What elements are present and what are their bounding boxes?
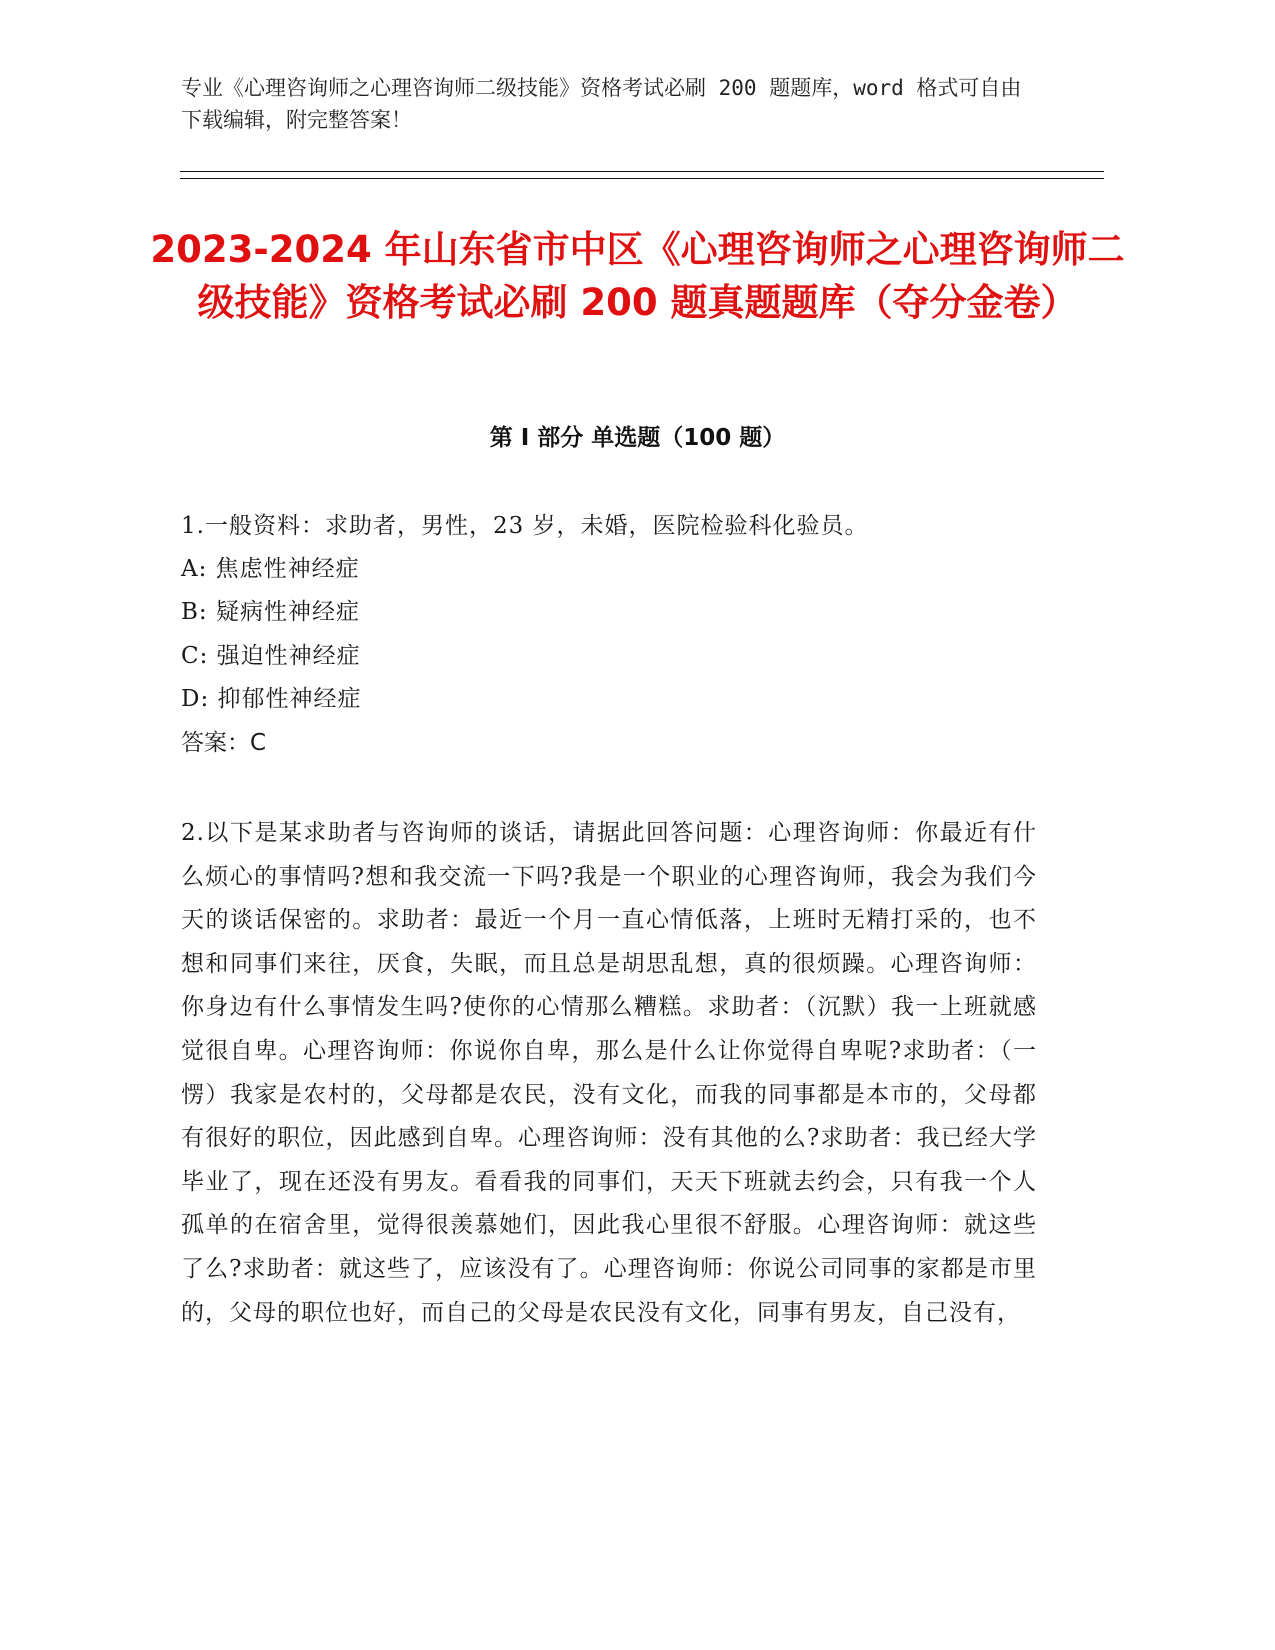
document-title: 2023-2024 年山东省市中区《心理咨询师之心理咨询师二级技能》资格考试必刷 200 题真题题库（夺分金卷） [150, 228, 1125, 324]
question-1-option-c: C: 强迫性神经症 [181, 643, 361, 669]
question-1-answer: 答案：C [181, 730, 267, 756]
question-1-stem: 1.一般资料：求助者，男性，23 岁，未婚，医院检验科化验员。 [181, 513, 869, 539]
section-heading: 第 I 部分 单选题（100 题） [489, 425, 786, 451]
question-1-option-d: D: 抑郁性神经症 [181, 686, 362, 712]
header-divider-top [180, 171, 1104, 172]
question-1-option-a: A: 焦虑性神经症 [181, 556, 360, 582]
header-note: 专业《心理咨询师之心理咨询师二级技能》资格考试必刷 200 题题库，word 格式可自由下载编辑，附完整答案！ [181, 76, 1022, 132]
header-divider-bottom [180, 178, 1104, 179]
question-1-option-b: B: 疑病性神经症 [181, 599, 360, 625]
question-2-stem: 2.以下是某求助者与咨询师的谈话，请据此回答问题：心理咨询师：你最近有什么烦心的事情吗?想和我交流一下吗?我是一个职业的心理咨询师，我会为我们今天的谈话保密的。求助者：最近一个月一直心情低落，上班时无精打采的，也不想和同事们来往，厌食，失眠，而且总是胡思乱想，真的很烦躁。心理咨询师：你身边有什么事情发生吗?使你的心情那么糟糕。求助者：（沉默）我一上班就感觉很自卑。心理咨询师：你说你自卑，那么是什么让你觉得自卑呢?求助者：（一愣）我家是农村的，父母都是农民，没有文化，而我的同事都是本市的，父母都有很好的职位，因此感到自卑。心理咨询师：没有其他的么?求助者：我已经大学毕业了，现在还没有男友。看看我的同事们，天天下班就去约会，只有我一个人孤单的在宿舍里，觉得很羡慕她们，因此我心里很不舒服。心理咨询师：就这些了么?求助者：就这些了，应该没有了。心理咨询师：你说公司同事的家都是市里的，父母的职位也好，而自己的父母是农民没有文化，同事有男友，自己没有， [181, 820, 1037, 1326]
